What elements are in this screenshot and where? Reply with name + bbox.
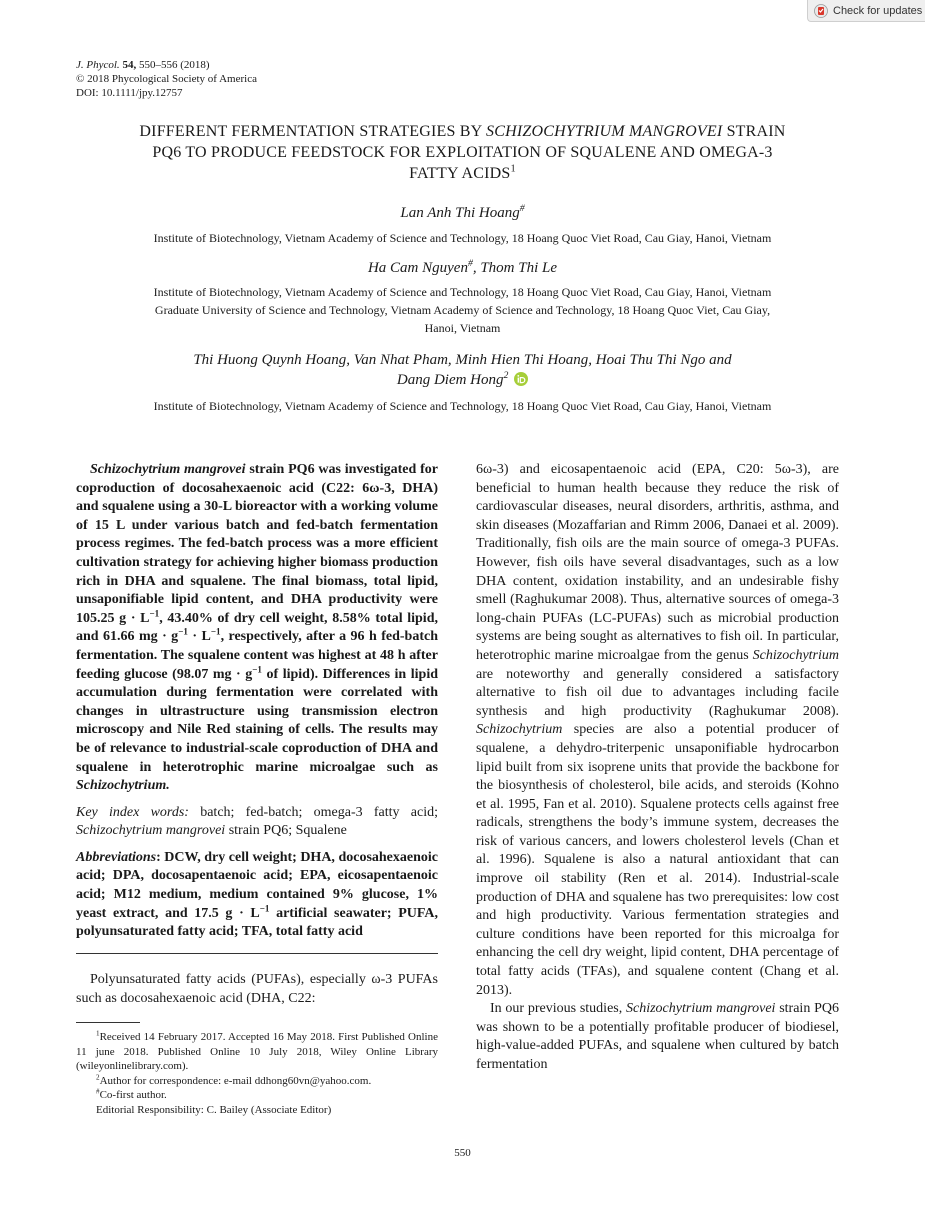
author-group-1 xyxy=(70,203,855,223)
intro-paragraph-start: Polyunsaturated fatty acids (PUFAs), especially ω-3 PUFAs such as docosahexaenoic acid (DHA, C22: xyxy=(76,972,438,1006)
doi-line: DOI: 10.1111/jpy.12757 xyxy=(76,87,183,99)
keywords-label: Key index words: xyxy=(76,804,189,820)
affiliation-line: Hanoi, Vietnam xyxy=(424,321,501,335)
intro-column-right xyxy=(476,461,839,1075)
body-text: species are also a potential producer of squalene, a dehydro-triterpenic unsaponifiable hydrocarbon lipid built from six isoprene units that provide the backbone for the biosynthesis of cholesterol, bile acids, and steroids (Kohno et al. 1995, Fan et al. 2010). Squalene protects cells against free radicals, strengthens the body’s immune system, decreases the risk of various cancers, and lowers cholesterol levels (Chan et al. 1996). Squalene is also a natural antioxidant that can improve oil stability (Ren et al. 2014). Industrial-scale production of DHA and squalene has two prerequisites: low cost and high productivity. Various fermentation strategies and culture conditions have been reported for this microalga for enhancing the cell dry weight, lipid content, DHA percentage of total fatty acids (TFAs), and squalene content (Chang et al. 2013). xyxy=(476,722,839,998)
abstract-column xyxy=(76,461,438,942)
footnote-mark: # xyxy=(96,1087,100,1096)
abstract-species: Schizochytrium mangrovei xyxy=(90,462,246,477)
author-name: , Thom Thi Le xyxy=(472,260,558,276)
abstract-text: strain PQ6 was investigated for coproduction of docosahexaenoic acid (C22: 6ω-3, DHA) and squalene using a 30-L bioreactor with a working volume of 15 L under various batch and fed-batch fermentation process regimes. The fed-batch process was a more efficient cultivation strategy for achieving higher biomass production rich in DHA and squalene. The final biomass, total lipid, unsaponifiable lipid content, and DHA productivity were 105.25 g · L xyxy=(76,462,438,626)
abstract-genus: Schizochytrium. xyxy=(76,778,170,794)
abbreviations xyxy=(76,849,438,942)
abstract-text: · L xyxy=(187,629,211,645)
abstract-sup: −1 xyxy=(252,663,262,674)
pages: 550–556 (2018) xyxy=(138,59,210,71)
title-text: DIFFERENT FERMENTATION STRATEGIES BY xyxy=(139,123,482,140)
footnote-mark: 1 xyxy=(96,1029,100,1038)
check-for-updates-label: Check for updates xyxy=(833,4,923,17)
footnote-text: Author for correspondence: e-mail ddhong60vn@yahoo.com. xyxy=(99,1074,372,1087)
key-index-words xyxy=(76,804,438,841)
author-name: Dang Diem Hong xyxy=(396,372,504,388)
article-title xyxy=(70,121,855,184)
abbreviations-label: Abbreviations xyxy=(76,849,157,865)
affiliation-3: Institute of Biotechnology, Vietnam Academy of Science and Technology, 18 Hoang Quoc Viet Road, Cau Giay, Hanoi, Vietnam xyxy=(153,399,772,413)
intro-paragraph-2 xyxy=(476,1000,839,1074)
author-names-line: Thi Huong Quynh Hoang, Van Nhat Pham, Minh Hien Thi Hoang, Hoai Thu Thi Ngo and xyxy=(193,352,732,368)
abstract-text: , 43.40% of dry cell weight, 8.58% total lipid, and 61.66 mg · g xyxy=(76,610,438,645)
footnote-editorial: Editorial Responsibility: C. Bailey (Associate Editor) xyxy=(96,1103,332,1116)
affiliation-line: Institute of Biotechnology, Vietnam Academy of Science and Technology, 18 Hoang Quoc Viet Road, Cau Giay, Hanoi, Vietnam xyxy=(153,285,772,299)
author-group-3 xyxy=(70,350,855,390)
abstract-sup: −1 xyxy=(178,626,188,637)
title-species: SCHIZOCHYTRIUM MANGROVEI xyxy=(486,123,723,140)
abbreviations-text: artificial seawater; PUFA, polyunsaturated fatty acid; TFA, total fatty acid xyxy=(76,905,438,940)
abbreviations-text: : DCW, dry cell weight; DHA, docosahexaenoic acid; DPA, docosapentaenoic acid; EPA, eicosapentaenoic acid; M12 medium, medium contained 9% glucose, 1% yeast extract, and 17.5 g · L xyxy=(76,849,438,921)
abstract-sup: −1 xyxy=(149,608,160,619)
check-updates-icon xyxy=(814,4,828,18)
abbreviations-sup: −1 xyxy=(259,903,270,913)
volume: 54, xyxy=(122,59,137,71)
footnotes xyxy=(76,1030,438,1117)
body-text: 6ω-3) and eicosapentaenoic acid (EPA, C20: 5ω-3), are beneficial to human health because they reduce the risk of cardiovascular diseases, neural disorders, arthritis, asthma, and skin diseases (Mozaffarian and Rimm 2006, Danaei et al. 2009). Traditionally, fish oils are the main source of omega-3 PUFAs. However, fish oils have several disadvantages, such as a low DHA content, oxidation instability, and an undesirable fishy smell (Raghukumar 2008). Thus, alternative sources of omega-3 long-chain PUFAs (LC-PUFAs) such as microbial production systems are being sought as alternatives to fish oil. In particular, heterotrophic marine microalgae from the genus xyxy=(476,462,839,663)
author-mark: # xyxy=(467,258,473,269)
affiliation-2 xyxy=(70,283,855,337)
title-line-1 xyxy=(70,121,855,142)
species-name: Schizochytrium mangrovei xyxy=(626,1001,776,1017)
citation-line xyxy=(76,58,257,72)
keywords-text: strain PQ6; Squalene xyxy=(225,823,347,839)
copyright-line: © 2018 Phycological Society of America xyxy=(76,73,257,85)
title-line-2: PQ6 TO PRODUCE FEEDSTOCK FOR EXPLOITATION OF SQUALENE AND OMEGA-3 xyxy=(152,144,773,161)
body-text: strain PQ6 was shown to be a potentially profitable producer of biodiesel, high-value-added PUFAs, and squalene when cultured by batch fermentation xyxy=(476,1001,839,1072)
title-footnote-mark: 1 xyxy=(510,163,516,175)
footnote-mark: 2 xyxy=(96,1072,100,1081)
footnote-divider xyxy=(76,1022,140,1023)
footnote-cofirst xyxy=(76,1088,438,1103)
affiliation-line: Graduate University of Science and Technology, Vietnam Academy of Science and Technology, 18 Hoang Quoc Viet, Cau Giay, xyxy=(154,303,771,317)
footnote-text: Received 14 February 2017. Accepted 16 May 2018. First Published Online 11 june 2018. Published Online 10 July 2018, Wiley Online Library (wileyonlinelibrary.com). xyxy=(76,1031,438,1072)
title-line-3 xyxy=(70,163,855,184)
author-name: Lan Anh Thi Hoang xyxy=(400,205,520,221)
keywords-species: Schizochytrium mangrovei xyxy=(76,823,226,839)
title-text: FATTY ACIDS xyxy=(409,165,511,182)
orcid-icon[interactable] xyxy=(514,372,528,386)
author-mark: 2 xyxy=(503,370,509,381)
abstract-text: of lipid). Differences in lipid accumulation during fermentation were correlated with changes in ultrastructure using transmission electron microscopy and Nile Red staining of cells. The results may be of relevance to industrial-scale coproduction of DHA and squalene in heterotrophic marine microalgae such as xyxy=(76,666,438,775)
abstract-text: , respectively, after a 96 h fed-batch fermentation. The squalene content was highest at 48 h after feeding glucose (98.07 mg · g xyxy=(76,629,439,682)
journal-name: J. Phycol. xyxy=(76,59,120,71)
check-for-updates-button[interactable] xyxy=(807,0,925,22)
abstract xyxy=(76,461,438,796)
abstract-sup: −1 xyxy=(210,626,221,637)
intro-paragraph-1 xyxy=(476,461,839,1000)
genus-name: Schizochytrium xyxy=(476,722,563,738)
abstract-divider xyxy=(76,953,438,954)
affiliation-1: Institute of Biotechnology, Vietnam Academy of Science and Technology, 18 Hoang Quoc Viet Road, Cau Giay, Hanoi, Vietnam xyxy=(153,231,772,245)
author-group-2 xyxy=(70,258,855,278)
journal-meta xyxy=(76,58,257,100)
body-text: are noteworthy and generally considered a satisfactory alternative to fish oil due to advantages including facile synthesis and high productivity (Raghukumar 2008). xyxy=(476,666,839,719)
title-text: STRAIN xyxy=(726,123,786,140)
author-mark: # xyxy=(519,203,525,214)
footnote-correspondence xyxy=(76,1074,438,1089)
genus-name: Schizochytrium xyxy=(752,647,839,663)
page-number: 550 xyxy=(454,1147,471,1159)
keywords-text: batch; fed-batch; omega-3 fatty acid; xyxy=(188,804,439,820)
author-name: Ha Cam Nguyen xyxy=(367,260,468,276)
body-text: In our previous studies, xyxy=(490,1001,626,1017)
author-names-line xyxy=(70,370,855,390)
footnote-received xyxy=(76,1030,438,1074)
footnote-text: Co-first author. xyxy=(99,1089,167,1101)
